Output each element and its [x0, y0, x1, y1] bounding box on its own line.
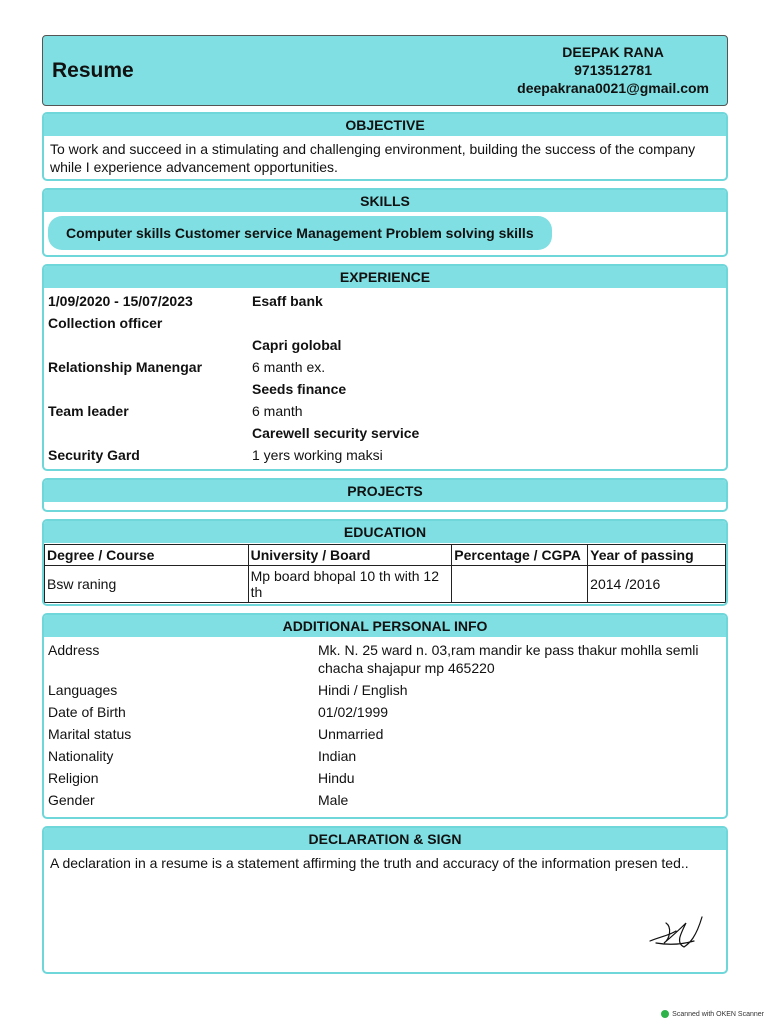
- experience-role: [48, 422, 252, 444]
- scanner-logo-icon: [661, 1010, 669, 1018]
- experience-row: [48, 356, 722, 378]
- education-table: [44, 544, 726, 603]
- personal-info-label: Religion: [48, 770, 99, 786]
- experience-role: Team leader: [48, 403, 129, 419]
- experience-row: [48, 334, 722, 356]
- declaration-section: [42, 826, 728, 974]
- personal-info-value: Unmarried: [318, 726, 384, 742]
- education-col-year: Year of passing: [588, 545, 726, 566]
- experience-heading: EXPERIENCE: [44, 266, 726, 288]
- personal-info-label: Address: [48, 642, 100, 658]
- experience-role: 1/09/2020 - 15/07/2023: [48, 293, 193, 309]
- resume-title: Resume: [52, 59, 134, 82]
- education-percentage: [452, 566, 588, 603]
- objective-text: To work and succeed in a stimulating and challenging environment, building the success of the company while I experience advancement opportunities.: [50, 141, 696, 175]
- education-col-university: University / Board: [248, 545, 452, 566]
- projects-section: [42, 478, 728, 512]
- declaration-text: A declaration in a resume is a statement affirming the truth and accuracy of the information presen ted..: [50, 855, 689, 871]
- personal-info-section: [42, 613, 728, 819]
- experience-detail: 1 yers working maksi: [252, 447, 383, 463]
- personal-info-heading: ADDITIONAL PERSONAL INFO: [44, 615, 726, 637]
- experience-company: Carewell security service: [252, 425, 420, 441]
- personal-info-label: Nationality: [48, 748, 114, 764]
- experience-list: [44, 288, 726, 469]
- experience-row: [48, 290, 722, 312]
- skills-section: [42, 188, 728, 257]
- experience-detail: 6 manth: [252, 403, 303, 419]
- experience-row: [48, 400, 722, 422]
- personal-info-list: [44, 637, 726, 817]
- experience-row: [48, 422, 722, 444]
- declaration-heading: DECLARATION & SIGN: [44, 828, 726, 850]
- projects-heading: PROJECTS: [44, 480, 726, 502]
- personal-info-value: Indian: [318, 748, 357, 764]
- experience-company: Seeds finance: [252, 381, 347, 397]
- experience-section: [42, 264, 728, 471]
- personal-info-label: Date of Birth: [48, 704, 126, 720]
- personal-info-row: [48, 641, 722, 677]
- personal-info-row: [48, 769, 722, 787]
- education-degree: Bsw raning: [45, 566, 249, 603]
- personal-info-value: Male: [318, 792, 349, 808]
- personal-info-label: Gender: [48, 792, 95, 808]
- contact-block: [517, 43, 709, 97]
- resume-sheet: [42, 35, 728, 981]
- experience-detail: [252, 312, 722, 334]
- scanner-text: Scanned with OKEN Scanner: [672, 1010, 764, 1018]
- education-year: 2014 /2016: [588, 566, 726, 603]
- personal-info-row: [48, 725, 722, 743]
- objective-section: [42, 112, 728, 181]
- skills-heading: SKILLS: [44, 190, 726, 212]
- experience-row: [48, 444, 722, 466]
- personal-info-value: Hindu: [318, 770, 355, 786]
- candidate-email: deepakrana0021@gmail.com: [517, 80, 709, 96]
- personal-info-row: [48, 703, 722, 721]
- candidate-phone: 9713512781: [574, 62, 652, 78]
- experience-row: [48, 312, 722, 334]
- objective-heading: OBJECTIVE: [44, 114, 726, 136]
- table-row: [45, 566, 726, 603]
- scanner-watermark: [661, 1010, 764, 1018]
- experience-role: Security Gard: [48, 447, 140, 463]
- personal-info-row: [48, 791, 722, 809]
- candidate-name: DEEPAK RANA: [562, 44, 664, 60]
- personal-info-value: 01/02/1999: [318, 704, 389, 720]
- experience-role: Collection officer: [48, 315, 163, 331]
- resume-header: [42, 35, 728, 106]
- education-heading: EDUCATION: [44, 521, 726, 543]
- experience-role: Relationship Manengar: [48, 359, 203, 375]
- education-section: [42, 519, 728, 606]
- education-university: Mp board bhopal 10 th with 12 th: [248, 566, 452, 603]
- personal-info-label: Languages: [48, 682, 118, 698]
- personal-info-value: Hindi / English: [318, 682, 408, 698]
- education-col-degree: Degree / Course: [45, 545, 249, 566]
- signature: [646, 913, 706, 958]
- experience-detail: 6 manth ex.: [252, 359, 326, 375]
- experience-company: Capri golobal: [252, 337, 342, 353]
- experience-company: Esaff bank: [252, 293, 323, 309]
- personal-info-label: Marital status: [48, 726, 132, 742]
- skills-pill: Computer skills Customer service Management Problem solving skills: [48, 216, 552, 250]
- personal-info-row: [48, 681, 722, 699]
- education-col-percentage: Percentage / CGPA: [452, 545, 588, 566]
- experience-role: [48, 334, 252, 356]
- personal-info-value: Mk. N. 25 ward n. 03,ram mandir ke pass thakur mohlla semli chacha shajapur mp 465220: [318, 642, 699, 676]
- experience-role: [48, 378, 252, 400]
- personal-info-row: [48, 747, 722, 765]
- education-header-row: [45, 545, 726, 566]
- experience-row: [48, 378, 722, 400]
